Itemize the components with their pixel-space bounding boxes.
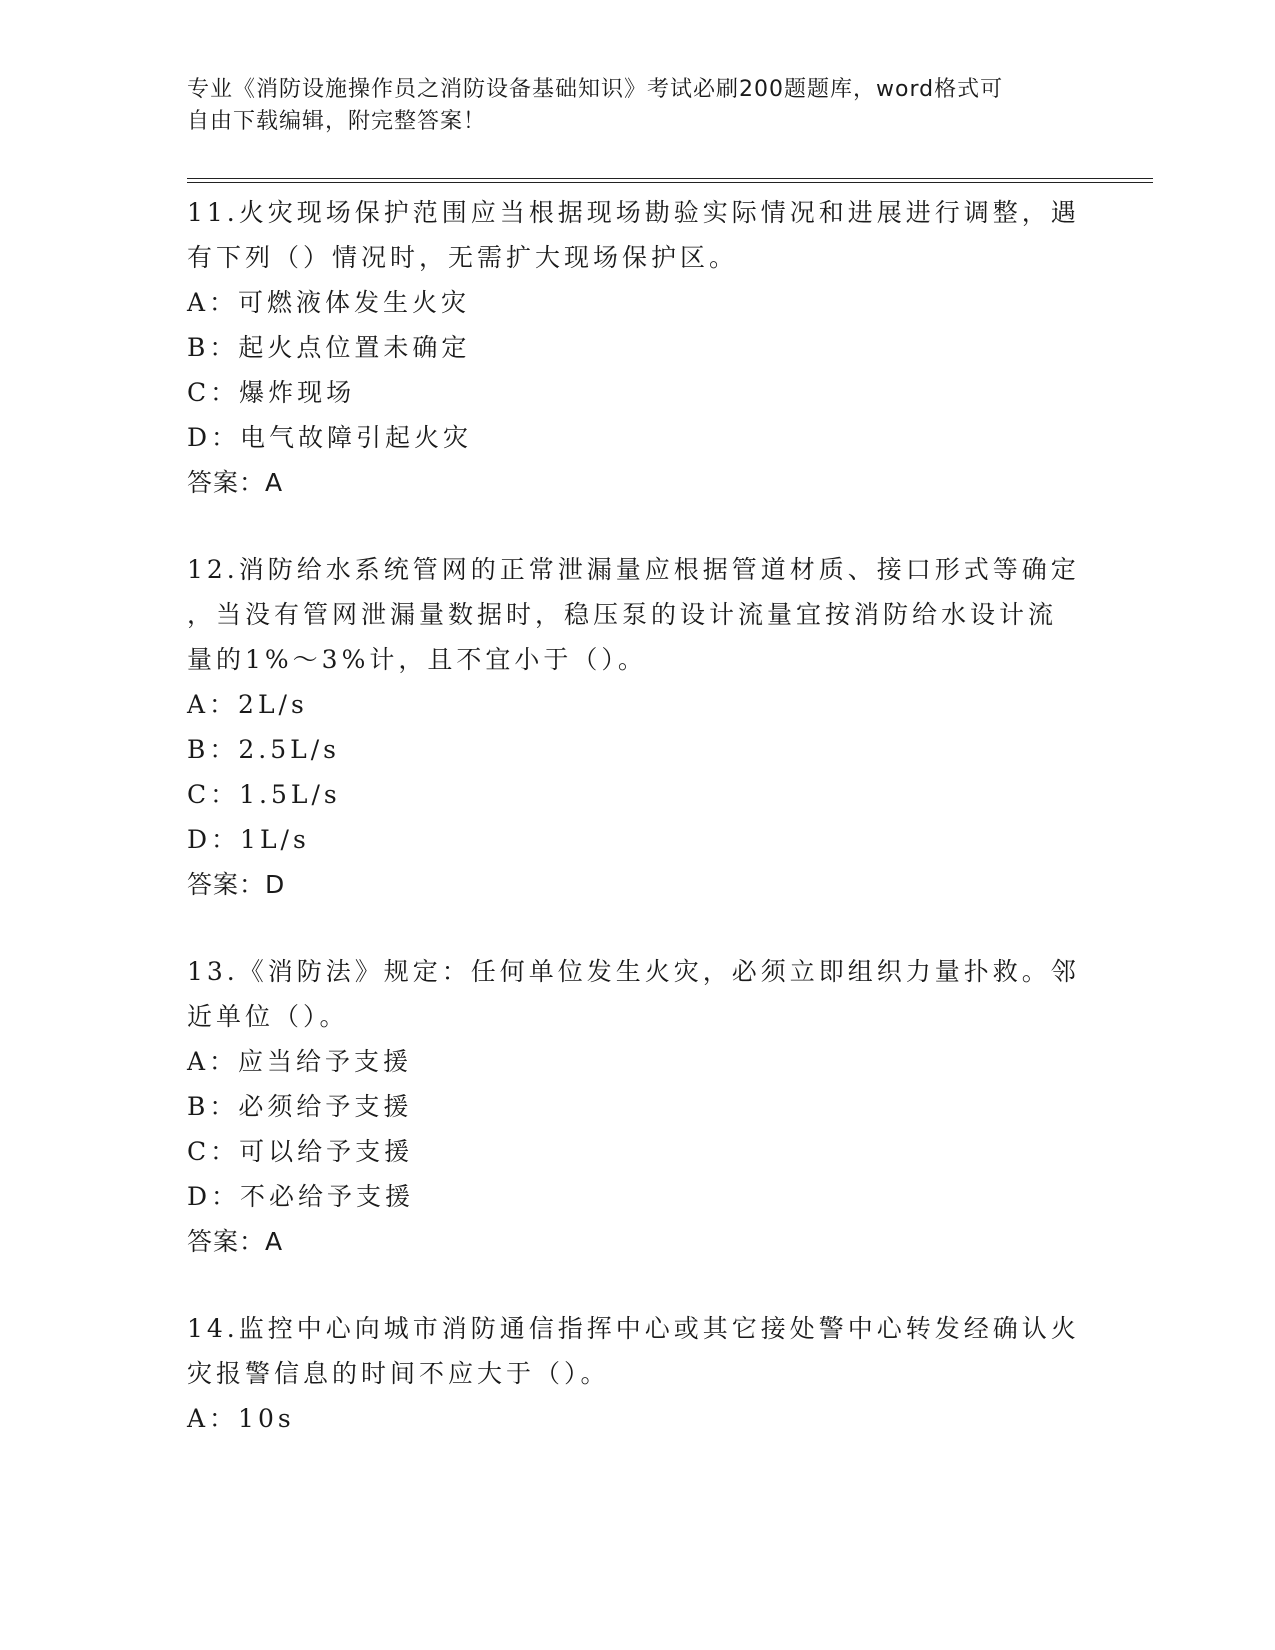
option-c: C：可以给予支援	[187, 1137, 414, 1166]
question-text: 有下列（）情况时，无需扩大现场保护区。	[187, 243, 739, 272]
option-a: A：应当给予支援	[187, 1047, 413, 1076]
question-text: 13.《消防法》规定：任何单位发生火灾，必须立即组织力量扑救。邻	[187, 957, 1080, 986]
question-text: 11.火灾现场保护范围应当根据现场勘验实际情况和进展进行调整，遇	[187, 198, 1080, 227]
question-text: ，当没有管网泄漏量数据时，稳压泵的设计流量宜按消防给水设计流	[187, 600, 1058, 629]
question-11	[187, 190, 1087, 505]
option-d: D：不必给予支援	[187, 1182, 415, 1211]
header-divider-bottom	[187, 182, 1153, 183]
question-text: 近单位（）。	[187, 1002, 349, 1031]
option-d: D：电气故障引起火灾	[187, 423, 473, 452]
option-a: A：2L/s	[187, 690, 308, 719]
option-c: C：1.5L/s	[187, 780, 341, 809]
question-12	[187, 547, 1087, 907]
header-line: 专业《消防设施操作员之消防设备基础知识》考试必刷200题题库，word格式可	[187, 77, 1004, 102]
option-b: B：2.5L/s	[187, 735, 340, 764]
answer: 答案：A	[187, 1227, 284, 1256]
header-divider-top	[187, 178, 1153, 179]
option-b: B：起火点位置未确定	[187, 333, 471, 362]
question-text: 灾报警信息的时间不应大于（）。	[187, 1359, 610, 1388]
option-c: C：爆炸现场	[187, 378, 356, 407]
document-header	[187, 74, 1067, 138]
option-a: A：可燃液体发生火灾	[187, 288, 471, 317]
question-13	[187, 949, 1087, 1264]
option-b: B：必须给予支援	[187, 1092, 413, 1121]
question-14	[187, 1306, 1087, 1441]
question-text: 量的1%～3%计，且不宜小于（）。	[187, 645, 647, 674]
option-d: D：1L/s	[187, 825, 310, 854]
answer: 答案：D	[187, 870, 286, 899]
header-line: 自由下载编辑，附完整答案！	[187, 109, 487, 134]
question-text: 14.监控中心向城市消防通信指挥中心或其它接处警中心转发经确认火	[187, 1314, 1080, 1343]
question-text: 12.消防给水系统管网的正常泄漏量应根据管道材质、接口形式等确定	[187, 555, 1080, 584]
answer: 答案：A	[187, 468, 284, 497]
option-a: A：10s	[187, 1404, 295, 1433]
question-list	[187, 190, 1087, 1483]
